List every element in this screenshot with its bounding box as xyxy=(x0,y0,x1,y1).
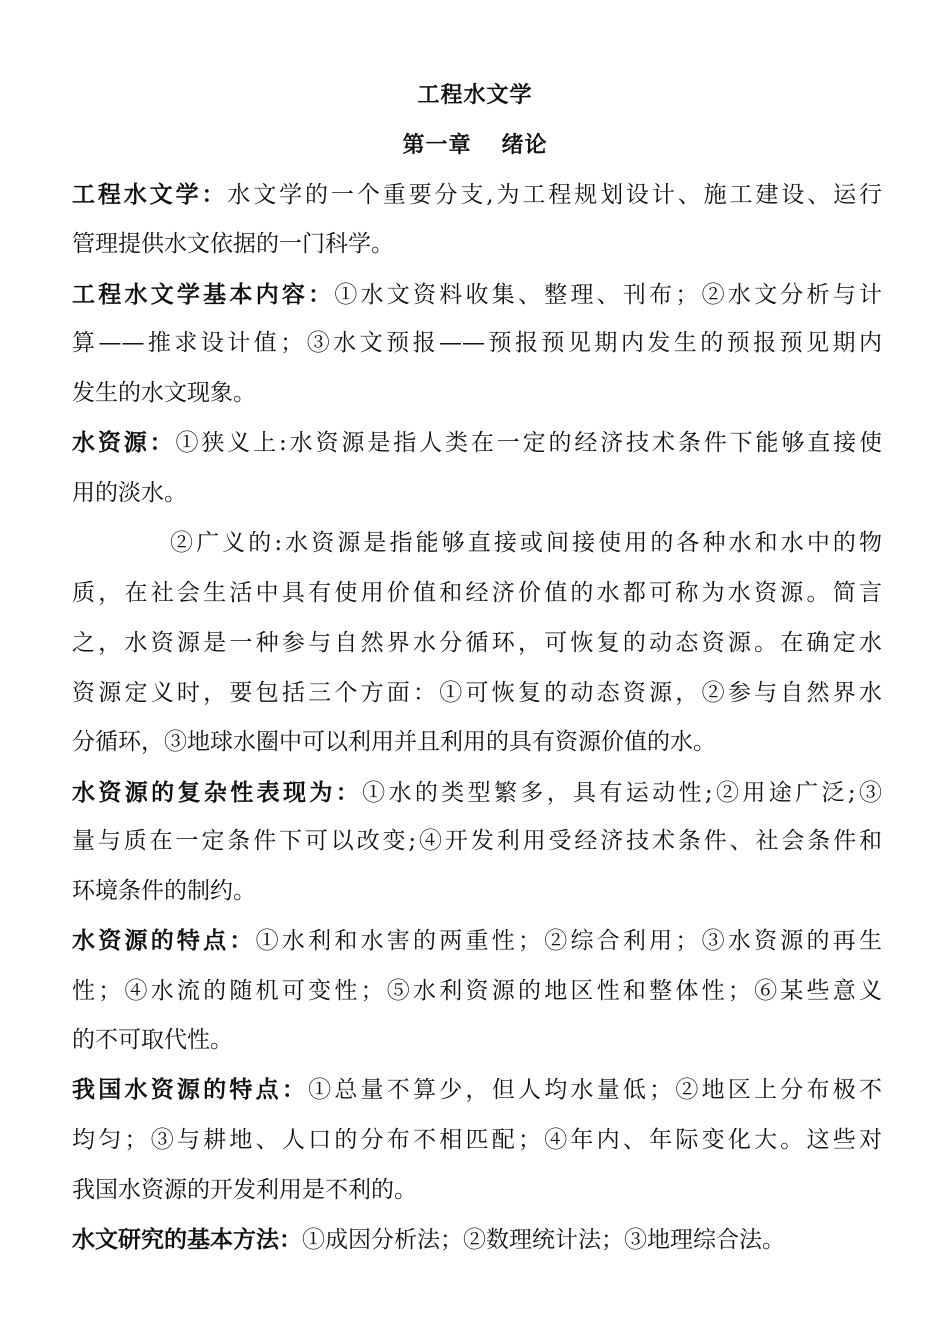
features-line-2: 性；④水流的随机可变性；⑤水利资源的地区性和整体性；⑥某些意义 xyxy=(72,978,882,1004)
water-resources-broad-4: 资源定义时，要包括三个方面：①可恢复的动态资源，②参与自然界水 xyxy=(72,680,882,706)
water-resources-broad-2: 质，在社会生活中具有使用价值和经济价值的水都可称为水资源。简言 xyxy=(72,580,882,606)
methods-line-1 xyxy=(72,1225,882,1255)
chapter-heading xyxy=(0,130,950,160)
chapter-name: 绪论 xyxy=(501,132,548,158)
definition-text-1: 水文学的一个重要分支,为工程规划设计、施工建设、运行 xyxy=(227,182,882,208)
definition-term: 工程水文学： xyxy=(72,181,228,208)
document-title: 工程水文学 xyxy=(417,82,533,108)
water-resources-narrow-2: 用的淡水。 xyxy=(72,480,187,506)
content-line-3: 发生的水文现象。 xyxy=(72,380,256,406)
china-features-text-1: ①总量不算少，但人均水量低；②地区上分布极不 xyxy=(308,1077,883,1103)
water-resources-broad-3: 之，水资源是一种参与自然界水分循环，可恢复的动态资源。在确定水 xyxy=(72,630,882,656)
china-features-term: 我国水资源的特点： xyxy=(72,1076,309,1103)
china-features-line-3: 我国水资源的开发利用是不利的。 xyxy=(72,1177,417,1203)
china-features-line-2: 均匀；③与耕地、人口的分布不相匹配；④年内、年际变化大。这些对 xyxy=(72,1127,882,1153)
definition-line-1 xyxy=(72,180,882,210)
content-term: 工程水文学基本内容： xyxy=(72,281,335,308)
definition-line-2: 管理提供水文依据的一门科学。 xyxy=(72,231,394,257)
china-features-line-1 xyxy=(72,1075,882,1105)
water-resources-term: 水资源： xyxy=(72,429,176,456)
features-text-1: ①水利和水害的两重性；②综合利用；③水资源的再生 xyxy=(255,928,883,954)
chapter-number: 第一章 xyxy=(402,132,472,158)
methods-term: 水文研究的基本方法： xyxy=(72,1226,302,1253)
water-resources-broad-1: ②广义的:水资源是指能够直接或间接使用的各种水和水中的物 xyxy=(170,530,882,556)
complexity-term: 水资源的复杂性表现为： xyxy=(72,779,363,806)
water-resources-line-1 xyxy=(72,428,882,458)
content-line-2: 算——推求设计值；③水文预报——预报预见期内发生的预报预见期内 xyxy=(72,330,882,356)
complexity-line-2: 量与质在一定条件下可以改变;④开发利用受经济技术条件、社会条件和 xyxy=(72,828,882,854)
water-resources-narrow-1: ①狭义上:水资源是指人类在一定的经济技术条件下能够直接使 xyxy=(175,430,883,456)
features-line-3: 的不可取代性。 xyxy=(72,1027,233,1053)
features-line-1 xyxy=(72,926,882,956)
complexity-line-1 xyxy=(72,778,882,808)
complexity-text-1: ①水的类型繁多，具有运动性;②用途广泛;③ xyxy=(362,780,883,806)
water-resources-broad-5: 分循环，③地球水圈中可以利用并且利用的具有资源价值的水。 xyxy=(72,729,716,755)
methods-text-1: ①成因分析法；②数理统计法；③地理综合法。 xyxy=(302,1227,785,1253)
content-line-1 xyxy=(72,280,882,310)
features-term: 水资源的特点： xyxy=(72,927,256,954)
content-text-1: ①水文资料收集、整理、刊布；②水文分析与计 xyxy=(334,282,883,308)
complexity-line-3: 环境条件的制约。 xyxy=(72,878,256,904)
